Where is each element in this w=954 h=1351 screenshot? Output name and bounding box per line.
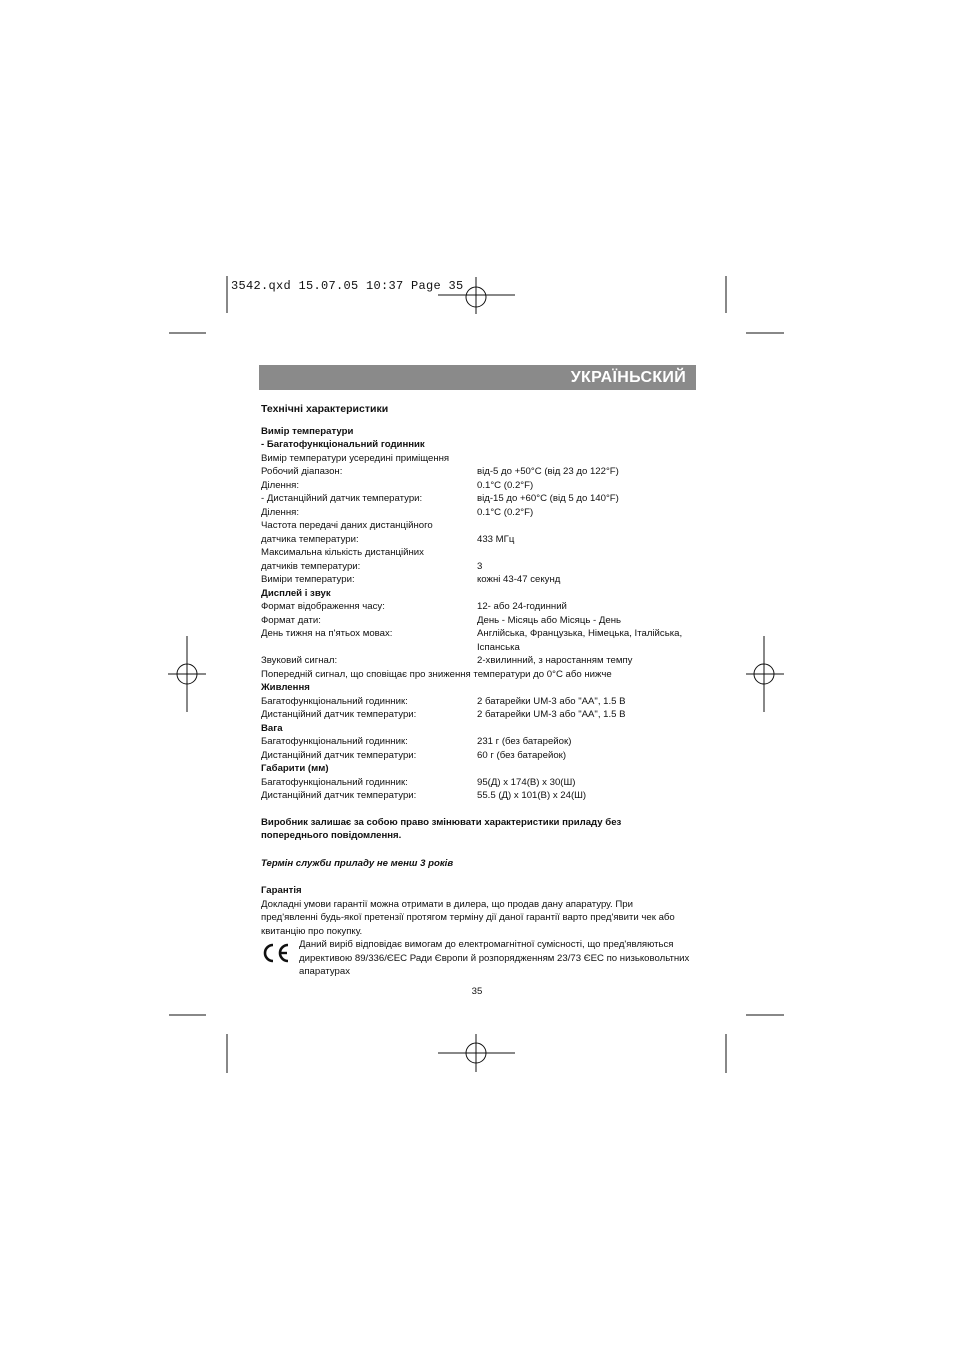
spec-value: [477, 425, 691, 439]
spec-label: - Дистанційний датчик температури:: [261, 493, 423, 504]
spec-label: Багатофункціональний годинник:: [261, 736, 408, 747]
spec-value: Англійська, Французька, Німецька, Італійська, Іспанська: [477, 628, 683, 653]
spec-label: Вага: [261, 722, 283, 734]
spec-value: 0.1°С (0.2°F): [477, 479, 534, 491]
spec-value: кожні 43-47 секунд: [477, 574, 561, 585]
page-number: 35: [471, 986, 483, 997]
spec-value: 95(Д) х 174(В) х 30(Ш): [477, 776, 576, 788]
spec-label: Попередній сигнал, що сповіщає про зниження температури до 0°С або нижче: [261, 668, 612, 680]
spec-row: [261, 695, 691, 709]
spec-list: [261, 425, 691, 803]
spec-value: [477, 438, 691, 452]
spec-label: Вимір температури: [261, 425, 354, 437]
spec-label: Максимальна кількість дистанційних: [261, 547, 424, 558]
spec-group-heading: [261, 762, 691, 776]
spec-value: від-5 до +50°С (від 23 до 122°F): [477, 466, 619, 477]
spec-label: Звуковий сигнал:: [261, 655, 338, 666]
spec-label: Дисплей і звук: [261, 587, 331, 599]
spec-value: [477, 722, 691, 736]
spec-label: Ділення:: [261, 506, 300, 518]
spec-label: Ділення:: [261, 479, 300, 491]
spec-label: датчиків температури:: [261, 560, 361, 572]
spec-value: 2-хвилинний, з наростанням темпу: [477, 655, 633, 666]
spec-value: 3: [477, 560, 483, 572]
spec-row: [261, 533, 691, 547]
file-slug: 3542.qxd 15.07.05 10:37 Page 35: [231, 279, 464, 293]
spec-row: [261, 614, 691, 628]
language-header: УКРАЇНЬСКИЙ: [259, 365, 696, 390]
spec-value: 433 МГц: [477, 533, 515, 545]
spec-label: Габарити (мм): [261, 763, 329, 774]
spec-row: [261, 506, 691, 520]
spec-row: [261, 560, 691, 574]
ce-mark-icon: [261, 938, 299, 979]
spec-label: датчика температури:: [261, 533, 359, 545]
spec-label: Дистанційний датчик температури:: [261, 709, 417, 720]
spec-label: Живлення: [261, 682, 310, 693]
spec-label: Формат дати:: [261, 614, 321, 626]
notice-text: Виробник залишає за собою право змінювати характеристики приладу без попереднього повідомлення.: [261, 816, 622, 841]
spec-row: [261, 789, 691, 803]
spec-row: [261, 465, 691, 479]
spec-label: Дистанційний датчик температури:: [261, 749, 417, 761]
spec-value: 231 г (без батарейок): [477, 736, 572, 747]
section-title: Технічні характеристики: [261, 403, 389, 415]
spec-label: Робочий діапазон:: [261, 466, 343, 477]
spec-value: 2 батарейки UM-3 або "AA", 1.5 В: [477, 709, 626, 720]
spec-value: День - Місяць або Місяць - День: [477, 614, 622, 626]
spec-row: [261, 452, 691, 466]
spec-label: Багатофункціональний годинник:: [261, 695, 408, 707]
spec-row: [261, 519, 691, 533]
page-content: [261, 403, 691, 979]
spec-row: [261, 546, 691, 560]
spec-row: [261, 573, 691, 587]
spec-value: [477, 681, 691, 695]
spec-row: [261, 749, 691, 763]
spec-label: Дистанційний датчик температури:: [261, 790, 417, 801]
spec-value: 60 г (без батарейок): [477, 749, 567, 761]
spec-value: від-15 до +60°С (від 5 до 140°F): [477, 493, 619, 504]
warranty-title: Гарантія: [261, 885, 302, 896]
spec-value: [477, 519, 691, 533]
spec-group-heading: [261, 425, 691, 439]
spec-label: День тижня на п'ятьох мовах:: [261, 628, 393, 639]
spec-label: - Багатофункціональний годинник: [261, 439, 425, 450]
spec-row: [261, 776, 691, 790]
warranty-text: Докладні умови гарантії можна отримати в дилера, що продав дану апаратуру. При пред'явленні будь-якої претензії протягом терміну дії даної гарантії варто пред'явити чек або квитанцію про покупку.: [261, 898, 675, 937]
spec-label: Частота передачі даних дистанційного: [261, 520, 433, 531]
spec-label: Формат відображення часу:: [261, 601, 385, 612]
spec-row: [261, 668, 691, 682]
spec-row: [261, 654, 691, 668]
spec-value: 2 батарейки UM-3 або "AA", 1.5 В: [477, 695, 626, 707]
spec-value: 12- або 24-годинний: [477, 601, 567, 612]
spec-group-heading: [261, 587, 691, 601]
spec-label: Виміри температури:: [261, 574, 355, 585]
spec-group-heading: [261, 438, 691, 452]
spec-value: [477, 452, 691, 466]
spec-value: [477, 587, 691, 601]
spec-value: [477, 546, 691, 560]
spec-row: [261, 479, 691, 493]
spec-group-heading: [261, 722, 691, 736]
spec-row: [261, 708, 691, 722]
spec-group-heading: [261, 681, 691, 695]
spec-value: [477, 762, 691, 776]
spec-label: Вимір температури усередині приміщення: [261, 452, 450, 464]
spec-row: [261, 627, 691, 654]
spec-row: [261, 735, 691, 749]
lifetime-text: Термін служби приладу не менш 3 років: [261, 857, 454, 869]
spec-row: [261, 600, 691, 614]
spec-value: 55.5 (Д) х 101(В) х 24(Ш): [477, 790, 587, 801]
spec-row: [261, 492, 691, 506]
spec-value: 0.1°С (0.2°F): [477, 506, 534, 518]
spec-label: Багатофункціональний годинник:: [261, 776, 408, 788]
ce-block: [261, 938, 691, 979]
ce-compliance-text: Даний виріб відповідає вимогам до електромагнітної сумісності, що пред'являються директивою 89/336/ЄЕС Ради Європи й розпорядженням 23/73 ЄЕС по низьковольтних апаратурах: [299, 939, 690, 977]
